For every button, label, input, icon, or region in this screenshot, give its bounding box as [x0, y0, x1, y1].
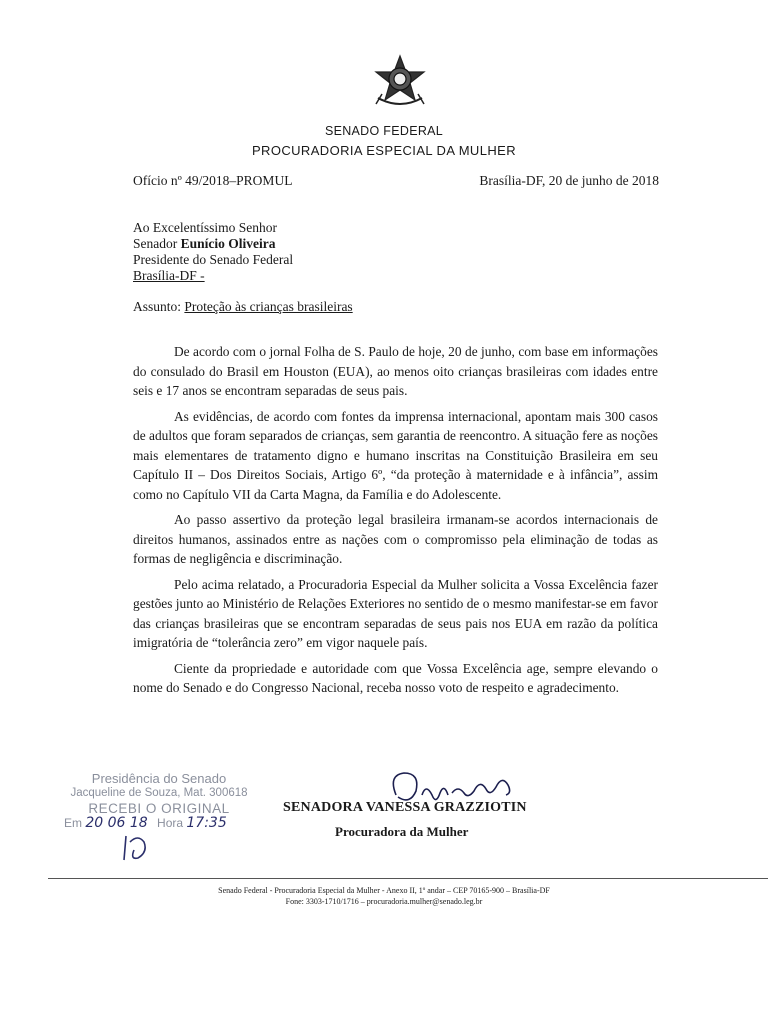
- stamp-office: Presidência do Senado: [91, 771, 227, 786]
- stamp-date-value: 20 06 18: [85, 815, 148, 831]
- footer-contact: Fone: 3303-1710/1716 – procuradoria.mulher@senado.leg.br: [285, 897, 483, 906]
- paragraph: De acordo com o jornal Folha de S. Paulo de hoje, 20 de junho, com base em informações do consulado do Brasil em Houston (EUA), ao menos oito crianças brasileiras com idades entre seis e 17 anos se encontram separadas de seus pais.: [133, 344, 658, 398]
- handwritten-rubric: [120, 832, 164, 864]
- paragraph: Ao passo assertivo da proteção legal brasileira irmanam-se acordos internacionais de direitos humanos, assinados entre as nações com o compromisso pela eliminação de todas as formas de negligência e discriminação.: [133, 512, 658, 566]
- footer-address: Senado Federal - Procuradoria Especial da Mulher - Anexo II, 1º andar – CEP 70165-900 – Brasília-DF: [218, 886, 550, 895]
- subject-label: Assunto:: [133, 299, 185, 314]
- stamp-clerk: Jacqueline de Souza, Mat. 300618: [70, 787, 248, 799]
- stamp-received: RECEBI O ORIGINAL: [88, 801, 230, 816]
- paragraph: As evidências, de acordo com fontes da imprensa internacional, apontam mais 300 casos de adultos que foram separados de crianças, sem garantia de reencontro. A situação fere as noções mais elementares de tratamento digno e humano inscritas na Constituição Brasileira em seu Capítulo II – Dos Direitos Sociais, Artigo 6º, “da proteção à maternidade e à infância”, assim como no Capítulo VII da Carta Magna, da Família e do Adolescente.: [133, 408, 658, 502]
- institution-name: SENADO FEDERAL: [324, 124, 444, 138]
- recipient-position: Presidente do Senado Federal: [133, 252, 294, 267]
- paragraph: Pelo acima relatado, a Procuradoria Especial da Mulher solicita a Vossa Excelência fazer gestões junto ao Ministério de Relações Exteriores no sentido de o mesmo manifestar-se em favor das crianças brasileiras que se encontram separadas de seus pais nos EUA em razão da política imigratória de “tolerância zero” em vigor naquele país.: [133, 576, 658, 650]
- signatory-title: Procuradora da Mulher: [335, 824, 469, 839]
- recipient-title: Senador: [133, 236, 181, 251]
- footer-divider: [48, 878, 768, 879]
- recipient-location: Brasília-DF -: [133, 268, 205, 283]
- recipient-name: Eunício Oliveira: [180, 236, 276, 251]
- stamp-time-value: 17:35: [186, 815, 227, 831]
- recipient-salutation: Ao Excelentíssimo Senhor: [133, 220, 277, 235]
- subject-text: Proteção às crianças brasileiras: [184, 299, 353, 314]
- signatory-name: SENADORA VANESSA GRAZZIOTIN: [283, 800, 527, 815]
- letter-reference: Ofício nº 49/2018–PROMUL: [133, 173, 293, 188]
- stamp-time-label: Hora: [157, 816, 184, 830]
- reception-stamp: [54, 771, 264, 831]
- letter-body: [133, 342, 658, 704]
- subject-line: [133, 299, 353, 315]
- recipient-name-line: [133, 236, 276, 252]
- stamp-date-label: Em: [64, 816, 82, 830]
- stamp-date-time: [54, 816, 264, 831]
- department-name: PROCURADORIA ESPECIAL DA MULHER: [251, 143, 517, 158]
- place-date: Brasília-DF, 20 de junho de 2018: [479, 173, 659, 188]
- paragraph: Ciente da propriedade e autoridade com que Vossa Excelência age, sempre elevando o nome do Senado e do Congresso Nacional, receba nosso voto de respeito e agradecimento.: [133, 660, 658, 695]
- coat-of-arms-icon: [370, 54, 430, 110]
